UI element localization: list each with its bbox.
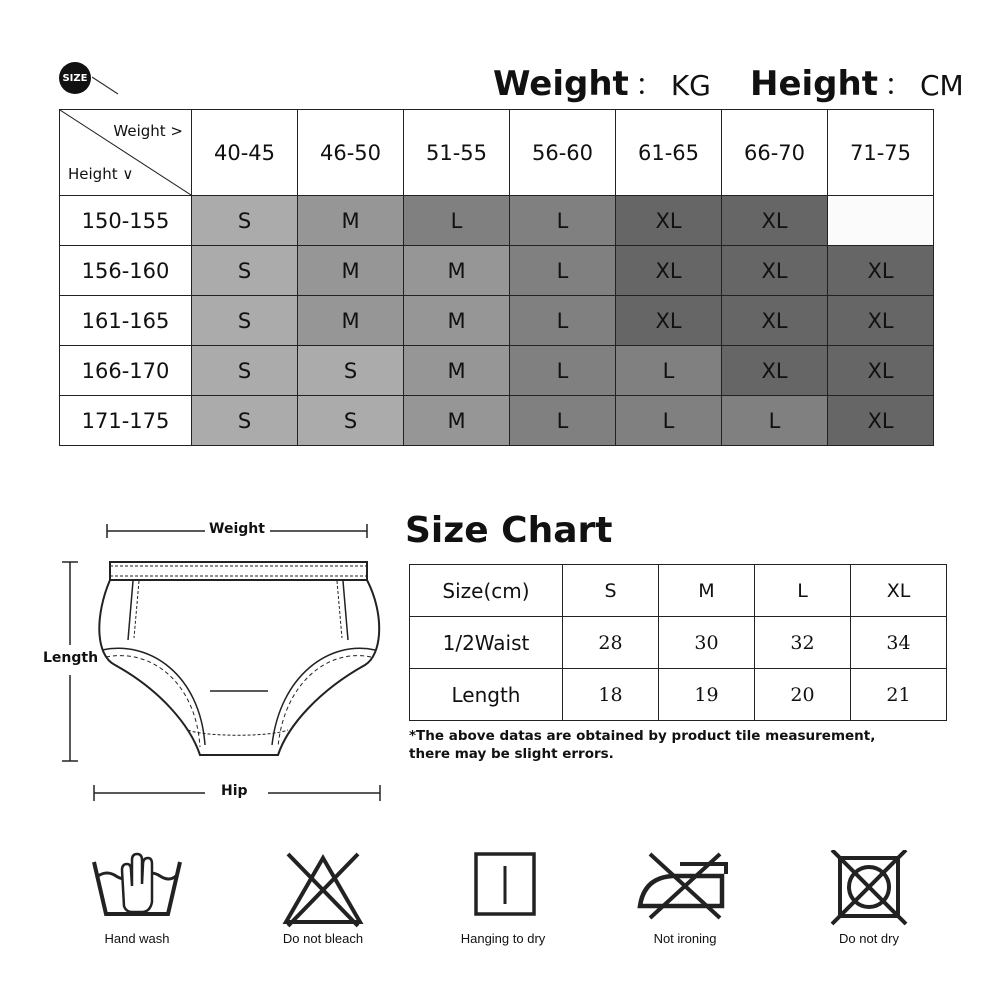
size-cell: XL xyxy=(722,296,828,346)
height-unit: CM xyxy=(919,69,964,102)
weight-col-header: 46-50 xyxy=(298,110,404,196)
size-table-header-cell: M xyxy=(659,565,755,617)
size-cell: S xyxy=(192,396,298,446)
weight-unit: KG xyxy=(670,69,711,102)
size-cell: L xyxy=(510,246,616,296)
weight-height-size-grid xyxy=(59,109,934,446)
size-table-header-cell: L xyxy=(755,565,851,617)
size-table-row-length xyxy=(410,669,947,721)
corner-height-label: Height ∨ xyxy=(68,165,134,183)
weight-unit-header xyxy=(493,60,711,104)
size-chart-title: Size Chart xyxy=(405,510,613,551)
badge-pointer xyxy=(92,72,132,102)
weight-header-label: Weight xyxy=(493,64,629,104)
weight-col-header: 56-60 xyxy=(510,110,616,196)
size-cell: XL xyxy=(828,246,934,296)
size-cell: S xyxy=(192,296,298,346)
size-table-cell: 21 xyxy=(851,669,947,721)
size-table-cell: 20 xyxy=(755,669,851,721)
size-table-row-waist xyxy=(410,617,947,669)
care-label-do-not-dry: Do not dry xyxy=(839,931,899,946)
size-cell: S xyxy=(192,346,298,396)
size-cell: XL xyxy=(828,296,934,346)
size-cell: XL xyxy=(616,296,722,346)
size-cell: S xyxy=(192,246,298,296)
size-cell: XL xyxy=(828,346,934,396)
size-cell: L xyxy=(510,196,616,246)
grid-row xyxy=(60,296,934,346)
do-not-bleach-icon xyxy=(258,850,388,930)
size-cell: L xyxy=(616,346,722,396)
care-label-hand-wash: Hand wash xyxy=(104,931,170,946)
size-table-cell: 30 xyxy=(659,617,755,669)
size-cell: L xyxy=(404,196,510,246)
size-table-row-label: Length xyxy=(410,669,563,721)
size-cell: S xyxy=(192,196,298,246)
size-cell: M xyxy=(404,346,510,396)
size-cell: M xyxy=(404,296,510,346)
size-table-cell: 19 xyxy=(659,669,755,721)
weight-col-header: 40-45 xyxy=(192,110,298,196)
care-label-hanging-to-dry: Hanging to dry xyxy=(460,931,546,946)
do-not-iron-icon xyxy=(620,850,750,930)
grid-corner-cell xyxy=(60,110,192,196)
grid-header-row xyxy=(60,110,934,196)
garment-hip-label: Hip xyxy=(218,783,251,799)
size-table-header-row xyxy=(410,565,947,617)
grid-row xyxy=(60,196,934,246)
size-measurement-table xyxy=(409,564,947,721)
height-row-label: 156-160 xyxy=(60,246,192,296)
grid-row xyxy=(60,396,934,446)
size-table-row-label: 1/2Waist xyxy=(410,617,563,669)
weight-col-header: 51-55 xyxy=(404,110,510,196)
size-cell: L xyxy=(722,396,828,446)
size-table-cell: 32 xyxy=(755,617,851,669)
size-cell: M xyxy=(404,246,510,296)
garment-weight-label: Weight xyxy=(206,521,268,537)
size-cell: S xyxy=(298,396,404,446)
weight-col-header: 61-65 xyxy=(616,110,722,196)
do-not-tumble-dry-icon xyxy=(804,850,934,930)
size-table-cell: 28 xyxy=(563,617,659,669)
size-badge-icon: SIZE xyxy=(59,62,91,94)
height-unit-header xyxy=(750,60,964,104)
corner-weight-label: Weight > xyxy=(113,122,183,140)
hand-wash-icon xyxy=(72,850,202,930)
measurement-note xyxy=(409,727,879,763)
size-cell: M xyxy=(298,246,404,296)
height-header-label: Height xyxy=(750,64,878,104)
size-cell: XL xyxy=(616,246,722,296)
size-table-header-label: Size(cm) xyxy=(410,565,563,617)
size-cell: L xyxy=(616,396,722,446)
size-cell: M xyxy=(298,296,404,346)
size-cell: S xyxy=(298,346,404,396)
grid-row xyxy=(60,346,934,396)
size-table-cell: 34 xyxy=(851,617,947,669)
height-row-label: 150-155 xyxy=(60,196,192,246)
weight-colon: ： xyxy=(634,68,665,103)
size-cell: XL xyxy=(616,196,722,246)
size-table-cell: 18 xyxy=(563,669,659,721)
hang-dry-icon xyxy=(438,850,568,930)
height-row-label: 171-175 xyxy=(60,396,192,446)
height-colon: ： xyxy=(883,68,914,103)
size-cell: XL xyxy=(828,396,934,446)
size-cell: M xyxy=(298,196,404,246)
size-cell: XL xyxy=(722,246,828,296)
weight-col-header: 66-70 xyxy=(722,110,828,196)
size-cell: L xyxy=(510,396,616,446)
size-cell: XL xyxy=(722,346,828,396)
care-label-do-not-bleach: Do not bleach xyxy=(282,931,364,946)
measurement-note-line2: there may be slight errors. xyxy=(409,746,614,762)
height-row-label: 161-165 xyxy=(60,296,192,346)
height-row-label: 166-170 xyxy=(60,346,192,396)
size-cell: M xyxy=(404,396,510,446)
grid-row xyxy=(60,246,934,296)
size-cell: L xyxy=(510,346,616,396)
garment-length-label: Length xyxy=(43,650,99,666)
measurement-note-line1: *The above datas are obtained by product tile measurement, xyxy=(409,728,876,744)
weight-col-header: 71-75 xyxy=(828,110,934,196)
care-label-not-ironing: Not ironing xyxy=(653,931,717,946)
size-cell: XL xyxy=(722,196,828,246)
size-table-header-cell: XL xyxy=(851,565,947,617)
size-table-header-cell: S xyxy=(563,565,659,617)
size-cell: L xyxy=(510,296,616,346)
size-cell xyxy=(828,196,934,246)
